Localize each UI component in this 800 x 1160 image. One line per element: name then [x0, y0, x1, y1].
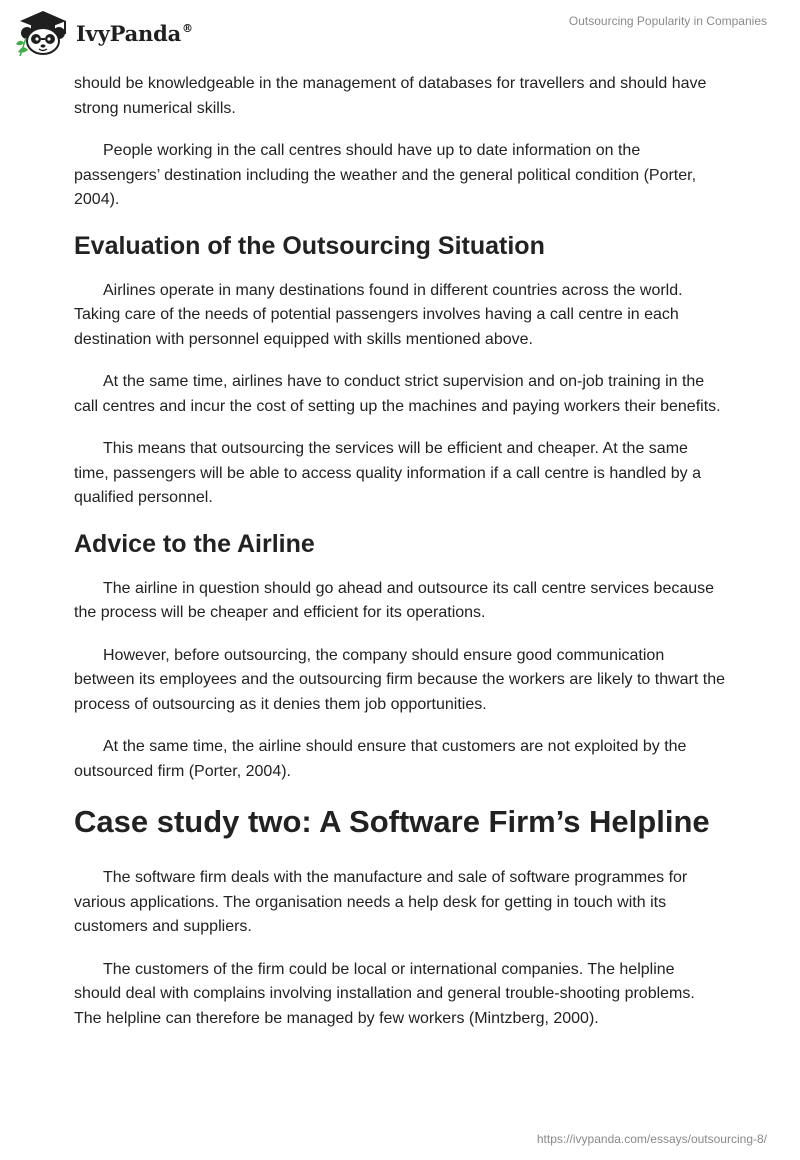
paragraph: Airlines operate in many destinations found in different countries across the world. Taking care of the needs of potential passengers involves having a call centre in each destination with personnel equipped with skills mentioned above. [74, 281, 683, 348]
paragraph: The software firm deals with the manufacture and sale of software programmes for various applications. The organisation needs a help desk for getting in touch with its customers and suppliers. [74, 869, 688, 935]
document-title: Outsourcing Popularity in Companies [568, 14, 767, 28]
page-header [0, 0, 800, 70]
paragraph: At the same time, airlines have to conduct strict supervision and on-job training in the call centres and incur the cost of setting up the machines and paying workers their benefits. [74, 373, 721, 415]
paragraph: The customers of the firm could be local or international companies. The helpline should deal with complains involving installation and general trouble-shooting problems. The helpline can therefore be managed by few workers (Mintzberg, 2000). [74, 960, 695, 1027]
section-heading-evaluation: Evaluation of the Outsourcing Situation [74, 231, 545, 260]
paragraph: The airline in question should go ahead and outsource its call centre services because the process will be cheaper and efficient for its operations. [74, 579, 715, 621]
panda-logo-icon [14, 8, 74, 58]
paragraph: This means that outsourcing the services will be efficient and cheaper. At the same time, passengers will be able to access quality information if a call centre is handled by a qualified personnel. [74, 440, 701, 506]
paragraph: should be knowledgeable in the management of databases for travellers and should have strong numerical skills. [74, 75, 707, 117]
paragraph: At the same time, the airline should ensure that customers are not exploited by the outsourced firm (Porter, 2004). [74, 738, 687, 780]
footer-url-link[interactable]: https://ivypanda.com/essays/outsourcing-8/ [536, 1132, 767, 1146]
section-heading-case-study-two: Case study two: A Software Firm’s Helpline [74, 804, 710, 839]
essay-content [74, 72, 726, 1049]
paragraph: However, before outsourcing, the company should ensure good communication between its employees and the outsourcing firm because the workers are likely to thwart the process of outsourcing as it denies them job opportunities. [74, 646, 725, 713]
ivypanda-logo[interactable] [14, 7, 204, 59]
logo-wordmark: IvyPanda® [76, 20, 193, 46]
section-heading-advice: Advice to the Airline [74, 529, 315, 558]
paragraph: People working in the call centres should have up to date information on the passengers’ destination including the weather and the general political condition (Porter, 2004). [74, 142, 697, 208]
